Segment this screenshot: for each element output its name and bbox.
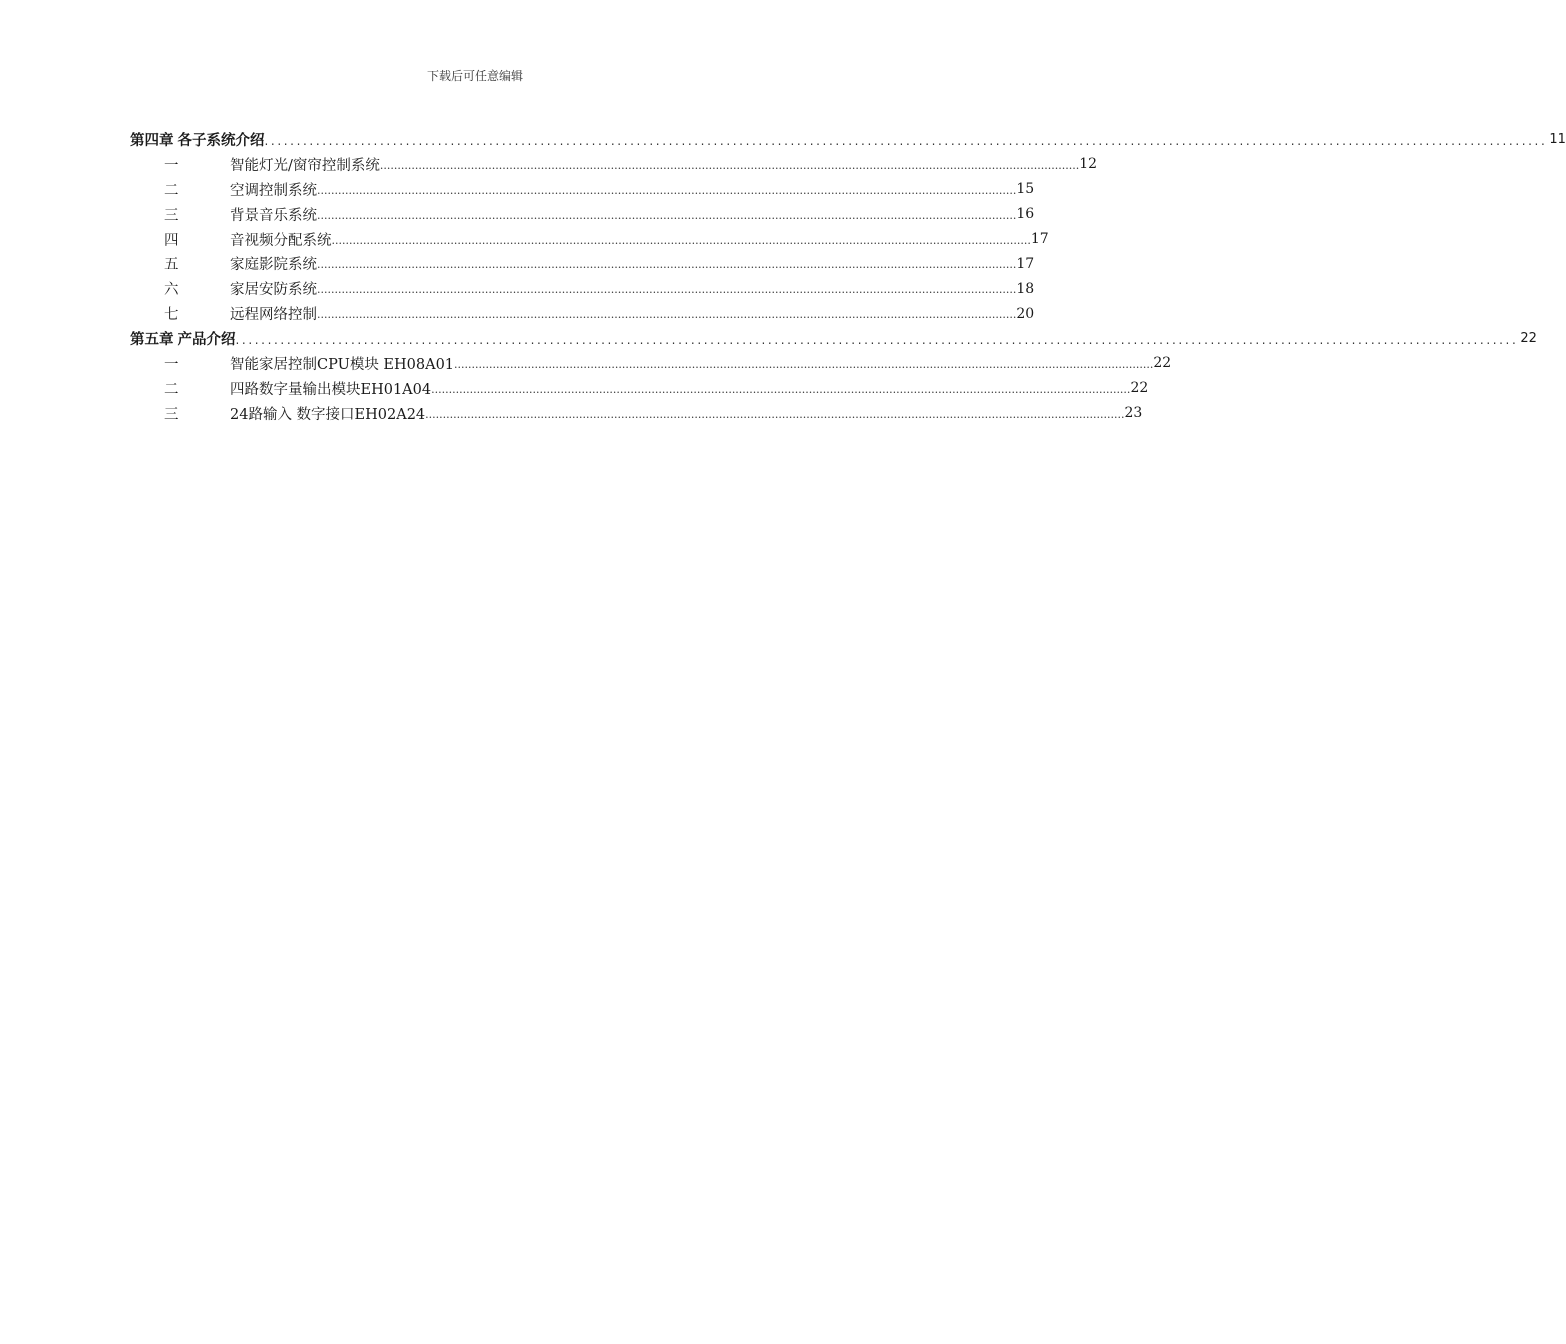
section-title: 24路输入 数字接口EH02A24 — [230, 406, 426, 423]
section-number: 七 — [164, 307, 179, 324]
toc-section-5-1[interactable] — [130, 351, 1172, 376]
section-title: 背景音乐系统 — [230, 207, 317, 224]
dot-leader: ........................................................................................................................................................................................................ — [454, 357, 1154, 371]
section-title: 智能家居控制CPU模块 EH08A01 — [230, 356, 455, 373]
dot-leader: ........................................................................................................................................................................................................ — [317, 283, 1017, 297]
toc-section-5-2[interactable] — [130, 376, 1149, 401]
chapter-title: 各子系统介绍 — [177, 132, 265, 149]
toc-section-4-6[interactable] — [130, 276, 1035, 301]
section-title: 智能灯光/窗帘控制系统 — [230, 157, 380, 174]
page-number: 17 — [1030, 231, 1049, 247]
page-number: 11 — [1549, 131, 1566, 147]
dot-leader: ........................................................................................................................................................................................................ — [331, 233, 1031, 247]
table-of-contents — [130, 127, 1566, 426]
toc-chapter-4[interactable] — [130, 127, 1566, 152]
page-number: 12 — [1079, 156, 1098, 173]
dot-leader: ........................................................................................................................................................................................................ — [431, 382, 1131, 396]
section-title: 空调控制系统 — [230, 182, 317, 199]
toc-section-5-3[interactable] — [130, 401, 1143, 426]
section-number: 二 — [164, 182, 179, 199]
dot-leader: ........................................................................................................................................................................................................ — [425, 407, 1125, 421]
section-title: 音视频分配系统 — [230, 232, 332, 249]
page-number: 20 — [1016, 305, 1035, 322]
dot-leader: ........................................................................................................................................................................................................ — [379, 158, 1080, 172]
dot-leader: ........................................................................................................................................................................................................ — [317, 208, 1017, 222]
dot-leader: ........................................................................................................................................................................................................ — [317, 183, 1017, 197]
page-number: 18 — [1016, 280, 1035, 297]
dot-leader: ........................................................................................................................................................................................................ — [235, 333, 1519, 348]
section-number: 三 — [164, 406, 179, 423]
page-number: 22 — [1130, 380, 1149, 397]
section-number: 六 — [164, 282, 179, 299]
page-number: 15 — [1016, 181, 1035, 198]
toc-chapter-5[interactable] — [130, 326, 1537, 351]
toc-section-4-4[interactable] — [130, 227, 1049, 252]
chapter-label: 第五章 — [130, 332, 174, 349]
section-number: 一 — [164, 157, 179, 174]
page-number: 22 — [1153, 355, 1172, 372]
section-title: 远程网络控制 — [230, 307, 317, 324]
section-title: 四路数字量输出模块EH01A04 — [230, 381, 432, 398]
page-number: 23 — [1124, 405, 1143, 422]
page-number: 17 — [1016, 255, 1035, 272]
section-title: 家居安防系统 — [230, 282, 317, 299]
section-number: 四 — [164, 232, 179, 249]
page-header-note: 下载后可任意编辑 — [426, 69, 523, 83]
section-number: 二 — [164, 381, 179, 398]
toc-section-4-1[interactable] — [130, 152, 1098, 177]
dot-leader: ........................................................................................................................................................................................................ — [317, 258, 1017, 272]
page-number: 22 — [1520, 331, 1537, 347]
dot-leader: ........................................................................................................................................................................................................ — [317, 308, 1017, 322]
chapter-label: 第四章 — [130, 132, 174, 149]
page-number: 16 — [1016, 206, 1035, 223]
chapter-title: 产品介绍 — [177, 332, 236, 349]
dot-leader: ........................................................................................................................................................................................................ — [264, 133, 1548, 148]
section-title: 家庭影院系统 — [230, 257, 317, 274]
toc-section-4-2[interactable] — [130, 177, 1035, 202]
section-number: 三 — [164, 207, 179, 224]
toc-section-4-5[interactable] — [130, 251, 1035, 276]
section-number: 一 — [164, 356, 179, 373]
toc-section-4-7[interactable] — [130, 301, 1035, 326]
section-number: 五 — [164, 257, 179, 274]
toc-section-4-3[interactable] — [130, 202, 1035, 227]
